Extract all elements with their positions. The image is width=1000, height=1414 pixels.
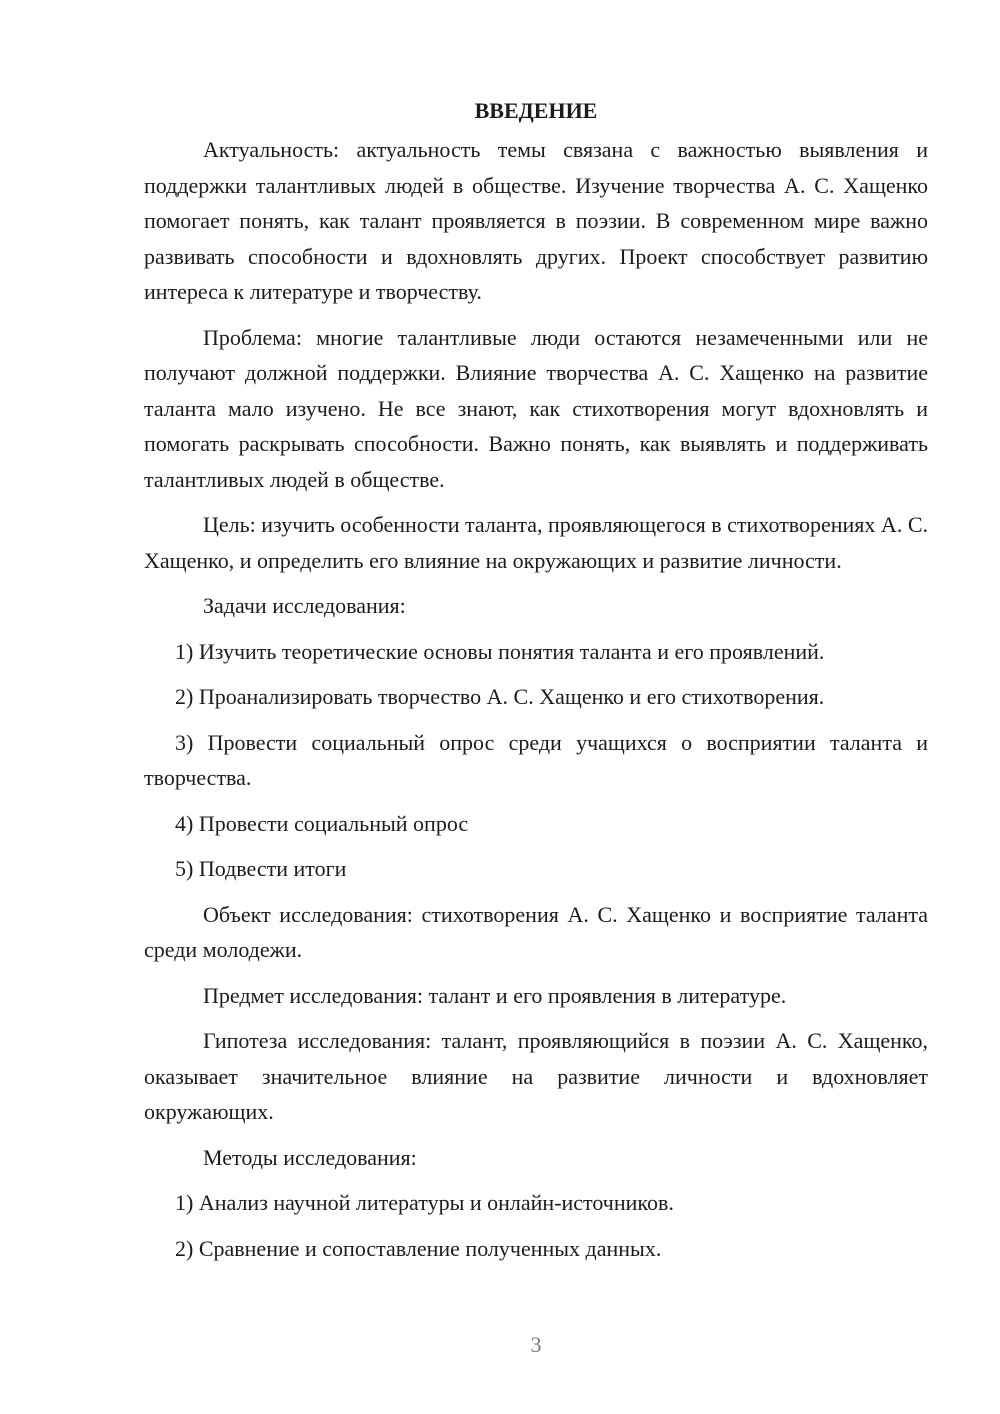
task-item: 3) Провести социальный опрос среди учащихся о восприятии таланта и творчества. [144,729,928,790]
hypothesis-paragraph: Гипотеза исследования: талант, проявляющийся в поэзии А. С. Хащенко, оказывает значительное влияние на развитие личности и вдохновляет окружающих. [144,1028,928,1124]
page-number: 3 [530,1332,542,1357]
task-item: 4) Провести социальный опрос [175,810,469,836]
subject-paragraph: Предмет исследования: талант и его проявления в литературе. [203,982,787,1008]
tasks-heading: Задачи исследования: [203,593,406,618]
methods-heading: Методы исследования: [203,1144,417,1170]
problem-paragraph: Проблема: многие талантливые люди остаются незамеченными или не получают должной поддержки. Влияние творчества А. С. Хащенко на развитие таланта мало изучено. Не все знают, как стихотворения могут вдохновлять и помогать раскрывать способности. Важно понять, как выявлять и поддерживать талантливых людей в обществе. [144,324,928,492]
method-item: 2) Сравнение и сопоставление полученных данных. [175,1235,662,1261]
relevance-paragraph: Актуальность: актуальность темы связана с важностью выявления и поддержки талантливых людей в обществе. Изучение творчества А. С. Хащенко помогает понять, как талант проявляется в поэзии. В современном мире важно развивать способности и вдохновлять других. Проект способствует развитию интереса к литературе и творчеству. [144,137,928,304]
document-page [144,94,928,1276]
task-item: 5) Подвести итоги [175,856,347,881]
method-item: 1) Анализ научной литературы и онлайн-источников. [175,1190,674,1215]
task-item: 1) Изучить теоретические основы понятия таланта и его проявлений. [175,638,825,664]
task-item: 2) Проанализировать творчество А. С. Хащенко и его стихотворения. [175,684,825,709]
page-title: ВВЕДЕНИЕ [474,98,598,123]
goal-paragraph: Цель: изучить особенности таланта, проявляющегося в стихотворениях А. С. Хащенко, и определить его влияние на окружающих и развитие личности. [144,512,928,573]
object-paragraph: Объект исследования: стихотворения А. С. Хащенко и восприятие таланта среди молодежи. [144,901,928,962]
